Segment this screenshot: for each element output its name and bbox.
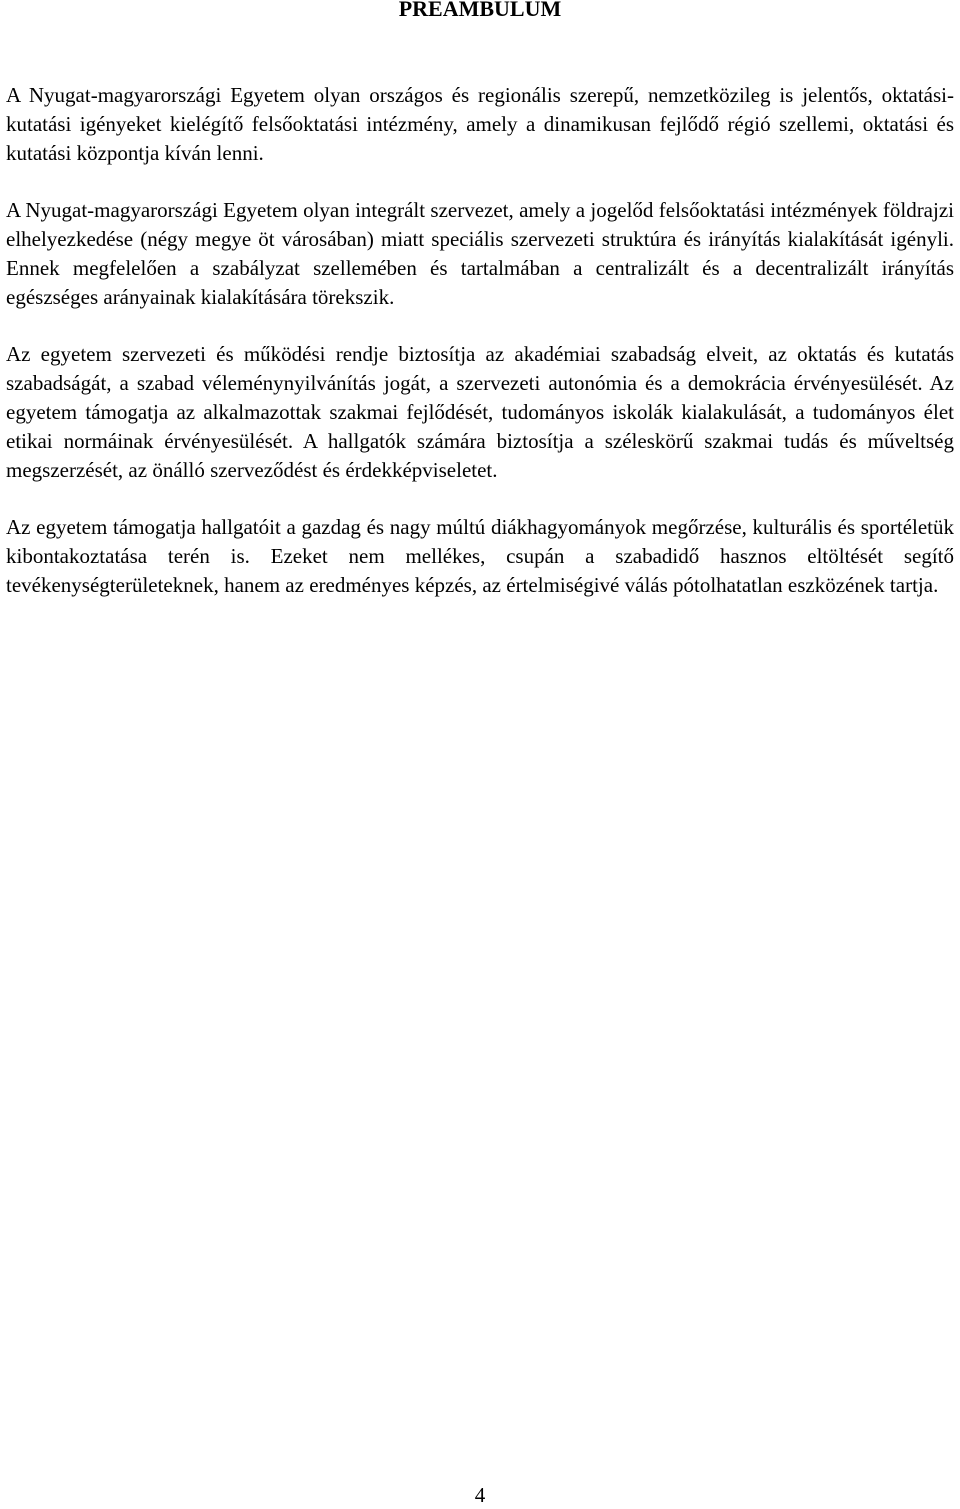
paragraph-4: Az egyetem támogatja hallgatóit a gazdag és nagy múltú diákhagyományok megőrzése, kulturális és sportéletük kibontakoztatása terén is. Ezeket nem mellékes, csupán a szabadidő hasznos eltöltését segítő tevékenységterületeknek, hanem az eredményes képzés, az értelmiségivé válás pótolhatatlan eszközének tartja. xyxy=(6,515,954,597)
paragraph-1: A Nyugat-magyarországi Egyetem olyan országos és regionális szerepű, nemzetközileg is jelentős, oktatási-kutatási igényeket kielégítő felsőoktatási intézmény, amely a dinamikusan fejlődő régió szellemi, oktatási és kutatási központja kíván lenni. xyxy=(6,83,954,165)
page-number: 4 xyxy=(474,1483,486,1507)
page-title: PREAMBULUM xyxy=(398,0,562,21)
document-body xyxy=(6,81,954,628)
paragraph-3: Az egyetem szervezeti és működési rendje biztosítja az akadémiai szabadság elveit, az oktatás és kutatás szabadságát, a szabad véleménynyilvánítás jogát, a szervezeti autonómia és a demokrácia érvényesülését. Az egyetem támogatja az alkalmazottak szakmai fejlődését, tudományos iskolák kialakulását, a tudományos élet etikai normáinak érvényesülését. A hallgatók számára biztosítja a széleskörű szakmai tudás és műveltség megszerzését, az önálló szerveződést és érdekképviseletet. xyxy=(6,342,954,482)
paragraph-2: A Nyugat-magyarországi Egyetem olyan integrált szervezet, amely a jogelőd felsőoktatási intézmények földrajzi elhelyezkedése (négy megye öt városában) miatt speciális szervezeti struktúra és irányítás kialakítását igényli. Ennek megfelelően a szabályzat szellemében és tartalmában a centralizált és a decentralizált irányítás egészséges arányainak kialakítására törekszik. xyxy=(6,198,954,309)
